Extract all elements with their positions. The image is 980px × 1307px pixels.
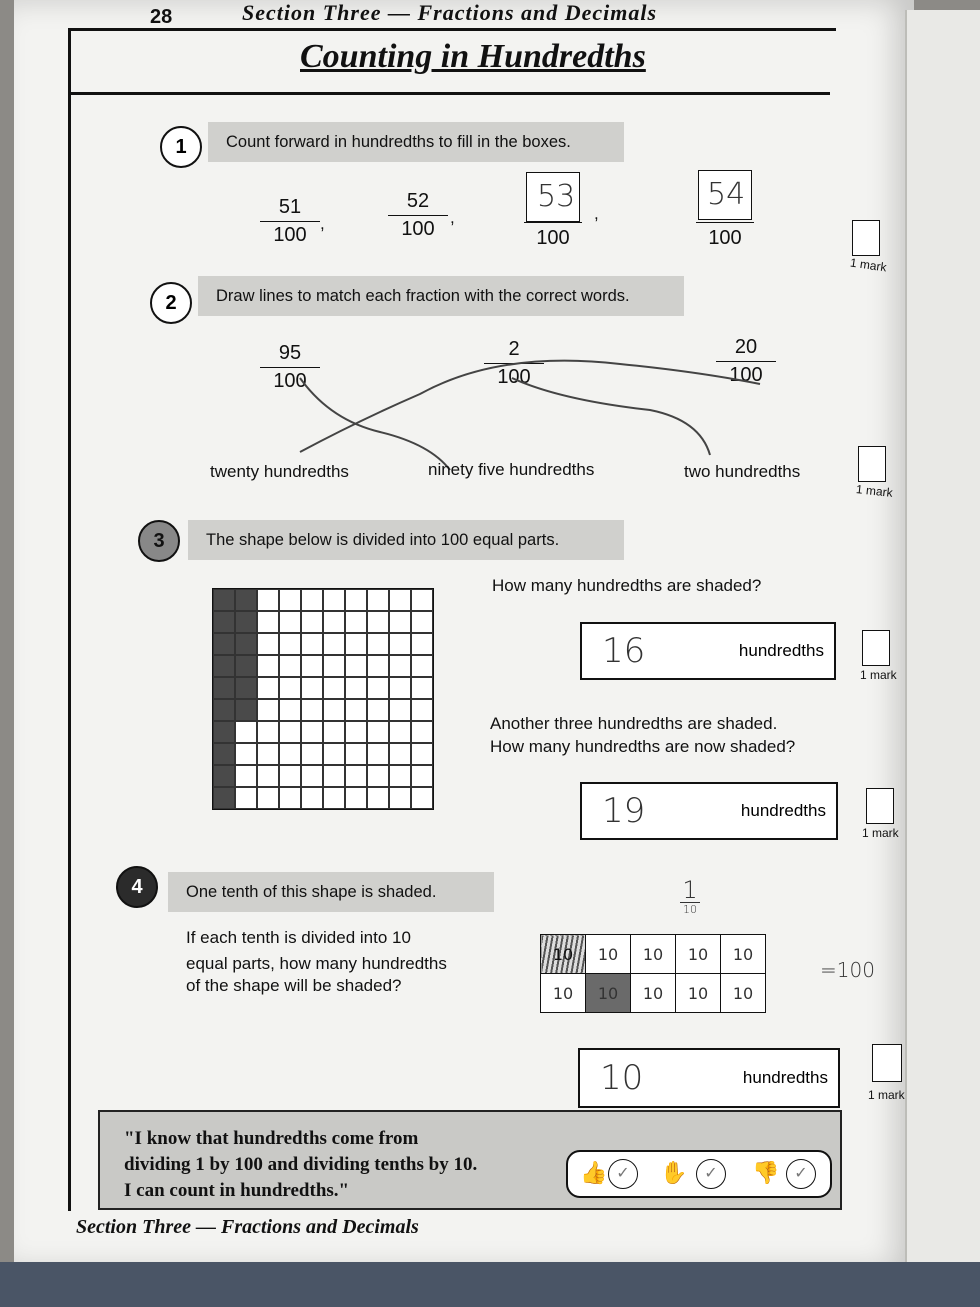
grid-cell (235, 743, 257, 765)
grid-cell (213, 765, 235, 787)
handwritten-answer: 54 (707, 177, 746, 212)
grid-cell (411, 721, 433, 743)
thumbs-sideways-icon: ✋ (660, 1160, 688, 1185)
unit-label: hundredths (740, 801, 826, 820)
confidence-selector (566, 1150, 832, 1198)
grid-cell (257, 765, 279, 787)
handwritten-total: =100 (820, 958, 875, 982)
grid-cell (257, 611, 279, 633)
grid-cell (257, 589, 279, 611)
grid-cell (279, 589, 301, 611)
grid-cell (367, 611, 389, 633)
grid-cell (235, 677, 257, 699)
grid-cell (389, 633, 411, 655)
grid-cell (213, 721, 235, 743)
grid-cell (367, 743, 389, 765)
word-twenty-hundredths: twenty hundredths (210, 462, 349, 481)
unit-label: hundredths (742, 1068, 828, 1087)
q3-part-a-question: How many hundredths are shaded? (492, 576, 762, 595)
grid-cell (301, 699, 323, 721)
confidence-high-checkbox[interactable]: ✓ (608, 1159, 638, 1189)
mark-box-q4[interactable] (872, 1044, 902, 1082)
line-20-to-twenty (300, 361, 760, 452)
grid-cell (213, 699, 235, 721)
grid-cell (279, 633, 301, 655)
q3-part-b-line1: Another three hundredths are shaded. (490, 714, 778, 733)
grid-cell (235, 765, 257, 787)
grid-cell (345, 611, 367, 633)
numerator: 52 (388, 190, 448, 216)
grid-cell (411, 655, 433, 677)
grid-cell (323, 721, 345, 743)
grid-cell (367, 655, 389, 677)
tenths-grid (540, 934, 766, 1013)
page-footer: Section Three — Fractions and Decimals (76, 1216, 419, 1238)
grid-cell (279, 611, 301, 633)
unit-label: hundredths (738, 641, 824, 660)
grid-cell (301, 743, 323, 765)
tenths-cell: 10 (721, 935, 766, 974)
grid-cell (411, 787, 433, 809)
question-2-number: 2 (150, 282, 192, 324)
word-two-hundredths: two hundredths (684, 462, 801, 481)
grid-cell (213, 787, 235, 809)
denominator: 100 (729, 364, 763, 386)
grid-cell (279, 677, 301, 699)
handwritten-answer: 19 (602, 791, 646, 831)
statement-line3: I can count in hundredths." (124, 1180, 350, 1201)
grid-cell (279, 699, 301, 721)
handwritten-answer: 16 (602, 631, 646, 671)
grid-cell (257, 721, 279, 743)
q4-question-line1: If each tenth is divided into 10 (186, 928, 411, 947)
statement-line2: dividing 1 by 100 and dividing tenths by 10. (124, 1154, 478, 1175)
grid-cell (323, 655, 345, 677)
grid-cell (411, 677, 433, 699)
grid-cell (213, 655, 235, 677)
question-4-number: 4 (116, 866, 158, 908)
grid-cell (389, 721, 411, 743)
mark-label-q1: 1 mark (849, 255, 888, 275)
grid-cell (389, 743, 411, 765)
grid-cell (235, 787, 257, 809)
grid-cell (257, 655, 279, 677)
q4-question-line3: of the shape will be shaded? (186, 976, 402, 995)
self-assessment-statement (124, 1126, 477, 1204)
denominator: 100 (497, 366, 531, 388)
comma: , (594, 204, 599, 223)
grid-cell (279, 721, 301, 743)
q4-question-line2: equal parts, how many hundredths (186, 954, 447, 973)
grid-cell (367, 721, 389, 743)
confidence-low-checkbox[interactable]: ✓ (786, 1159, 816, 1189)
hundred-square-grid (212, 588, 434, 810)
grid-cell (279, 765, 301, 787)
grid-cell (323, 589, 345, 611)
grid-cell (367, 633, 389, 655)
grid-cell (389, 765, 411, 787)
grid-cell (213, 589, 235, 611)
grid-cell (345, 765, 367, 787)
grid-cell (323, 611, 345, 633)
denominator: 100 (401, 218, 435, 240)
question-3-number: 3 (138, 520, 180, 562)
thumbs-down-icon: 👎 (752, 1160, 780, 1185)
tenths-cell: 10 (586, 935, 631, 974)
tenths-cell: 10 (721, 974, 766, 1013)
tenths-cell: 10 (631, 974, 676, 1013)
grid-cell (367, 765, 389, 787)
tenths-cell: 10 (676, 935, 721, 974)
tenths-cell: 10 (541, 935, 586, 974)
line-2-to-two (512, 378, 710, 455)
thumbs-up-icon: 👍 (580, 1160, 608, 1185)
grid-cell (411, 765, 433, 787)
mark-label-q3a: 1 mark (860, 668, 897, 682)
grid-cell (389, 677, 411, 699)
q3-part-b-line2: How many hundredths are now shaded? (490, 737, 796, 756)
grid-cell (411, 743, 433, 765)
numerator: 51 (260, 196, 320, 222)
grid-cell (301, 655, 323, 677)
q4-answer-box[interactable] (578, 1048, 840, 1108)
question-1-number: 1 (160, 126, 202, 168)
grid-cell (411, 589, 433, 611)
section-header: Section Three — Fractions and Decimals (242, 0, 658, 25)
grid-cell (389, 611, 411, 633)
grid-cell (367, 787, 389, 809)
q3-answer-box-b[interactable] (580, 782, 838, 840)
grid-cell (257, 787, 279, 809)
grid-cell (323, 765, 345, 787)
page-title: Counting in Hundredths (300, 38, 646, 75)
grid-cell (301, 611, 323, 633)
word-ninety-five-hundredths: ninety five hundredths (428, 460, 595, 479)
grid-cell (323, 743, 345, 765)
grid-cell (367, 589, 389, 611)
grid-cell (345, 655, 367, 677)
grid-cell (345, 743, 367, 765)
handwritten-top-fraction (680, 878, 700, 917)
grid-cell (345, 699, 367, 721)
grid-cell (279, 787, 301, 809)
grid-cell (235, 611, 257, 633)
grid-cell (345, 677, 367, 699)
handwritten-answer: 10 (600, 1058, 644, 1098)
mark-box-q3a[interactable] (862, 630, 890, 666)
grid-cell (257, 633, 279, 655)
grid-cell (323, 677, 345, 699)
hw-denominator: 10 (683, 903, 697, 916)
grid-cell (301, 765, 323, 787)
q3-answer-box-a[interactable] (580, 622, 836, 680)
mark-label-q3b: 1 mark (862, 826, 899, 840)
grid-cell (257, 699, 279, 721)
question-4-instruction: One tenth of this shape is shaded. (168, 872, 494, 912)
grid-cell (345, 633, 367, 655)
page-number: 28 (150, 6, 173, 28)
comma: , (320, 214, 325, 233)
grid-cell (345, 721, 367, 743)
numerator: 95 (260, 342, 320, 368)
statement-line1: "I know that hundredths come from (124, 1128, 419, 1149)
grid-cell (257, 743, 279, 765)
grid-cell (389, 655, 411, 677)
mark-label-q2: 1 mark (855, 482, 894, 500)
denominator: 100 (273, 224, 307, 246)
grid-cell (213, 611, 235, 633)
numerator: 20 (716, 336, 776, 362)
numerator: 2 (484, 338, 544, 364)
grid-cell (235, 633, 257, 655)
grid-cell (367, 699, 389, 721)
grid-cell (213, 633, 235, 655)
line-95-to-ninety-five (300, 378, 450, 470)
grid-cell (323, 633, 345, 655)
self-assessment-box (98, 1110, 842, 1210)
grid-cell (323, 699, 345, 721)
confidence-mid-checkbox[interactable]: ✓ (696, 1159, 726, 1189)
table-surface (0, 1262, 980, 1307)
grid-cell (301, 787, 323, 809)
grid-cell (301, 633, 323, 655)
grid-cell (279, 743, 301, 765)
grid-cell (345, 589, 367, 611)
grid-cell (323, 787, 345, 809)
tenths-cell: 10 (541, 974, 586, 1013)
grid-cell (235, 721, 257, 743)
question-1-instruction: Count forward in hundredths to fill in the boxes. (208, 122, 624, 162)
hw-numerator: 1 (680, 878, 700, 903)
grid-cell (389, 787, 411, 809)
tenths-cell: 10 (631, 935, 676, 974)
grid-cell (411, 633, 433, 655)
handwritten-answer: 53 (537, 179, 576, 214)
grid-cell (213, 677, 235, 699)
grid-cell (235, 589, 257, 611)
tenths-cell: 10 (586, 974, 631, 1013)
mark-box-q3b[interactable] (866, 788, 894, 824)
q1-denominator-4: 100 (696, 222, 754, 250)
grid-cell (301, 677, 323, 699)
grid-cell (389, 589, 411, 611)
q1-denominator-3: 100 (524, 222, 582, 250)
grid-cell (213, 743, 235, 765)
q2-matching-lines (0, 0, 900, 520)
grid-cell (301, 589, 323, 611)
tenths-cell: 10 (676, 974, 721, 1013)
grid-cell (235, 655, 257, 677)
grid-cell (235, 699, 257, 721)
grid-cell (301, 721, 323, 743)
grid-cell (411, 699, 433, 721)
mark-label-q4: 1 mark (868, 1088, 905, 1102)
grid-cell (345, 787, 367, 809)
grid-cell (411, 611, 433, 633)
question-2-instruction: Draw lines to match each fraction with the correct words. (198, 276, 684, 316)
denominator: 100 (273, 370, 307, 392)
mark-box-q2[interactable] (858, 446, 886, 482)
grid-cell (257, 677, 279, 699)
next-page-edge (905, 10, 980, 1270)
grid-cell (279, 655, 301, 677)
grid-cell (367, 677, 389, 699)
comma: , (450, 208, 455, 227)
question-3-instruction: The shape below is divided into 100 equal parts. (188, 520, 624, 560)
grid-cell (389, 699, 411, 721)
